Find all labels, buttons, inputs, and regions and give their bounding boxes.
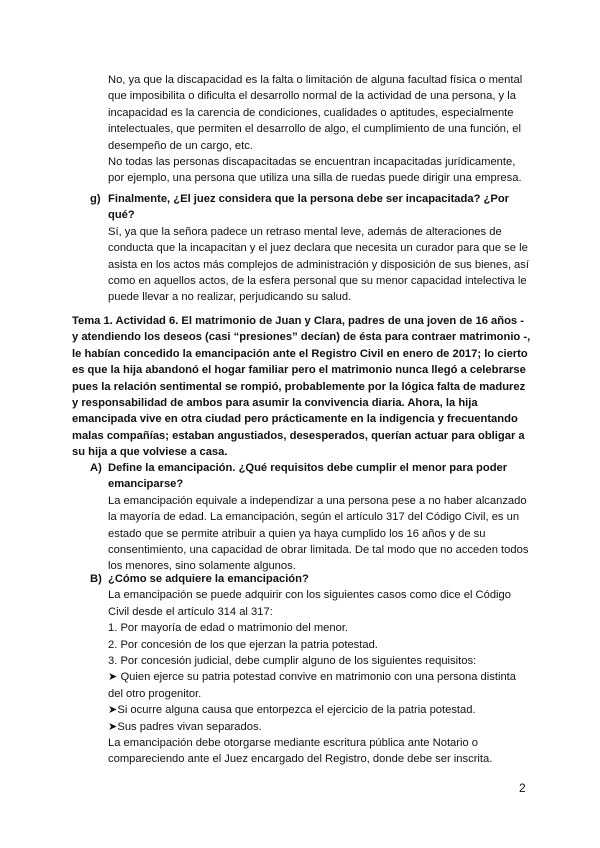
answer-line: La emancipación debe otorgarse mediante escritura pública ante Notario o [108, 737, 479, 750]
answer-line: estado que se permite atribuir a quien ya haya cumplido los 16 años y de su [108, 527, 486, 540]
list-item: 2. Por concesión de los que ejerzan la patria potestad. [108, 638, 378, 651]
answer-line: La emancipación equivale a independizar a una persona pese a no haber alcanzado [108, 494, 527, 507]
tema-line: y atendiendo los deseos (casi “presiones” decían) de ésta para contraer matrimonio -, [72, 331, 531, 344]
tema-line: pues la relación sentimental se rompió, probablemente por la lógica falta de madurez [72, 380, 526, 393]
intro-paragraph [108, 72, 522, 187]
answer-line: Civil desde el artículo 314 al 317: [108, 605, 273, 618]
tema-line: le habían concedido la emancipación ante el Registro Civil en enero de 2017; lo cierto [72, 347, 528, 360]
tema-line: y responsabilidad de ambos para asumir la convivencia diaria. Ahora, la hija [72, 397, 478, 410]
answer-line: puede llevar a no realizar, perjudicando su salud. [108, 291, 352, 304]
answer-line: como en aquellos actos, de la esfera personal que su menor capacidad intelectiva le [108, 275, 527, 288]
answer-line: La emancipación se puede adquirir con los siguientes casos como dice el Código [108, 589, 511, 602]
question-line: emanciparse? [108, 478, 184, 491]
question-b-label: B) [90, 573, 102, 585]
page-number: 2 [519, 781, 526, 795]
answer-line: consentimiento, una capacidad de obrar limitada. De tal modo que no acceden todos [108, 544, 529, 557]
answer-line: asista en los actos más complejos de administración y disposición de sus bienes, así [108, 258, 529, 271]
text-line: No todas las personas discapacitadas se encuentran incapacitadas jurídicamente, [108, 156, 516, 169]
text-line: No, ya que la discapacidad es la falta o limitación de alguna facultad física o mental [108, 74, 523, 86]
list-item: 3. Por concesión judicial, debe cumplir alguno de los siguientes requisitos: [108, 655, 477, 668]
text-line: que imposibilita o dificulta el desarrollo normal de la actividad de una persona, y la [108, 90, 516, 103]
bullet-item: del otro progenitor. [108, 687, 202, 700]
bullet-item: ➤Si ocurre alguna causa que entorpezca el ejercicio de la patria potestad. [108, 704, 476, 717]
tema-line: emancipada vive en otra ciudad pero prácticamente en la indigencia y frecuentando [72, 413, 518, 426]
bullet-item: ➤Sus padres vivan separados. [108, 720, 262, 733]
question-b [108, 571, 516, 768]
text-line: por ejemplo, una persona que utiliza una silla de ruedas puede dirigir una empresa. [108, 172, 522, 185]
answer-line: la mayoría de edad. La emancipación, según el artículo 317 del Código Civil, es un [108, 511, 520, 524]
question-line: Define la emancipación. ¿Qué requisitos debe cumplir el menor para poder [108, 462, 508, 474]
text-line: desempeño de un cargo, etc. [108, 139, 253, 152]
tema-line: malas compañías; estaban angustiados, desesperados, querían actuar para obligar a [72, 429, 525, 442]
question-line: ¿Cómo se adquiere la emancipación? [108, 573, 309, 585]
question-a-label: A) [90, 462, 102, 474]
list-item: 1. Por mayoría de edad o matrimonio del menor. [108, 622, 349, 635]
text-line: intelectuales, que permiten el desarrollo de algo, el cumplimiento de una función, el [108, 123, 521, 136]
answer-line: los menores, sino solamente algunos. [108, 560, 296, 573]
question-a [108, 460, 528, 575]
question-line: Finalmente, ¿El juez considera que la persona debe ser incapacitada? ¿Por [108, 193, 510, 205]
question-g [108, 191, 529, 306]
question-g-label: g) [90, 193, 101, 205]
tema-line: Tema 1. Actividad 6. El matrimonio de Juan y Clara, padres de una joven de 16 años - [72, 315, 524, 327]
answer-line: conducta que la incapacitan y el juez declara que necesita un curador para que se le [108, 242, 528, 255]
answer-line: Sí, ya que la señora padece un retraso mental leve, además de alteraciones de [108, 225, 502, 238]
tema-line: su hija a que volviese a casa. [72, 446, 228, 459]
answer-line: compareciendo ante el Juez encargado del Registro, donde debe ser inscrita. [108, 753, 493, 766]
question-line: qué? [108, 209, 135, 222]
tema-paragraph [72, 313, 530, 461]
text-line: incapacidad es la carencia de condiciones, cualidades o aptitudes, especialmente [108, 106, 514, 119]
bullet-item: ➤ Quien ejerce su patria potestad convive en matrimonio con una persona distinta [108, 671, 517, 684]
tema-line: es que la hija abandonó el hogar familiar pero el matrimonio nunca llegó a celebrarse [72, 364, 526, 377]
